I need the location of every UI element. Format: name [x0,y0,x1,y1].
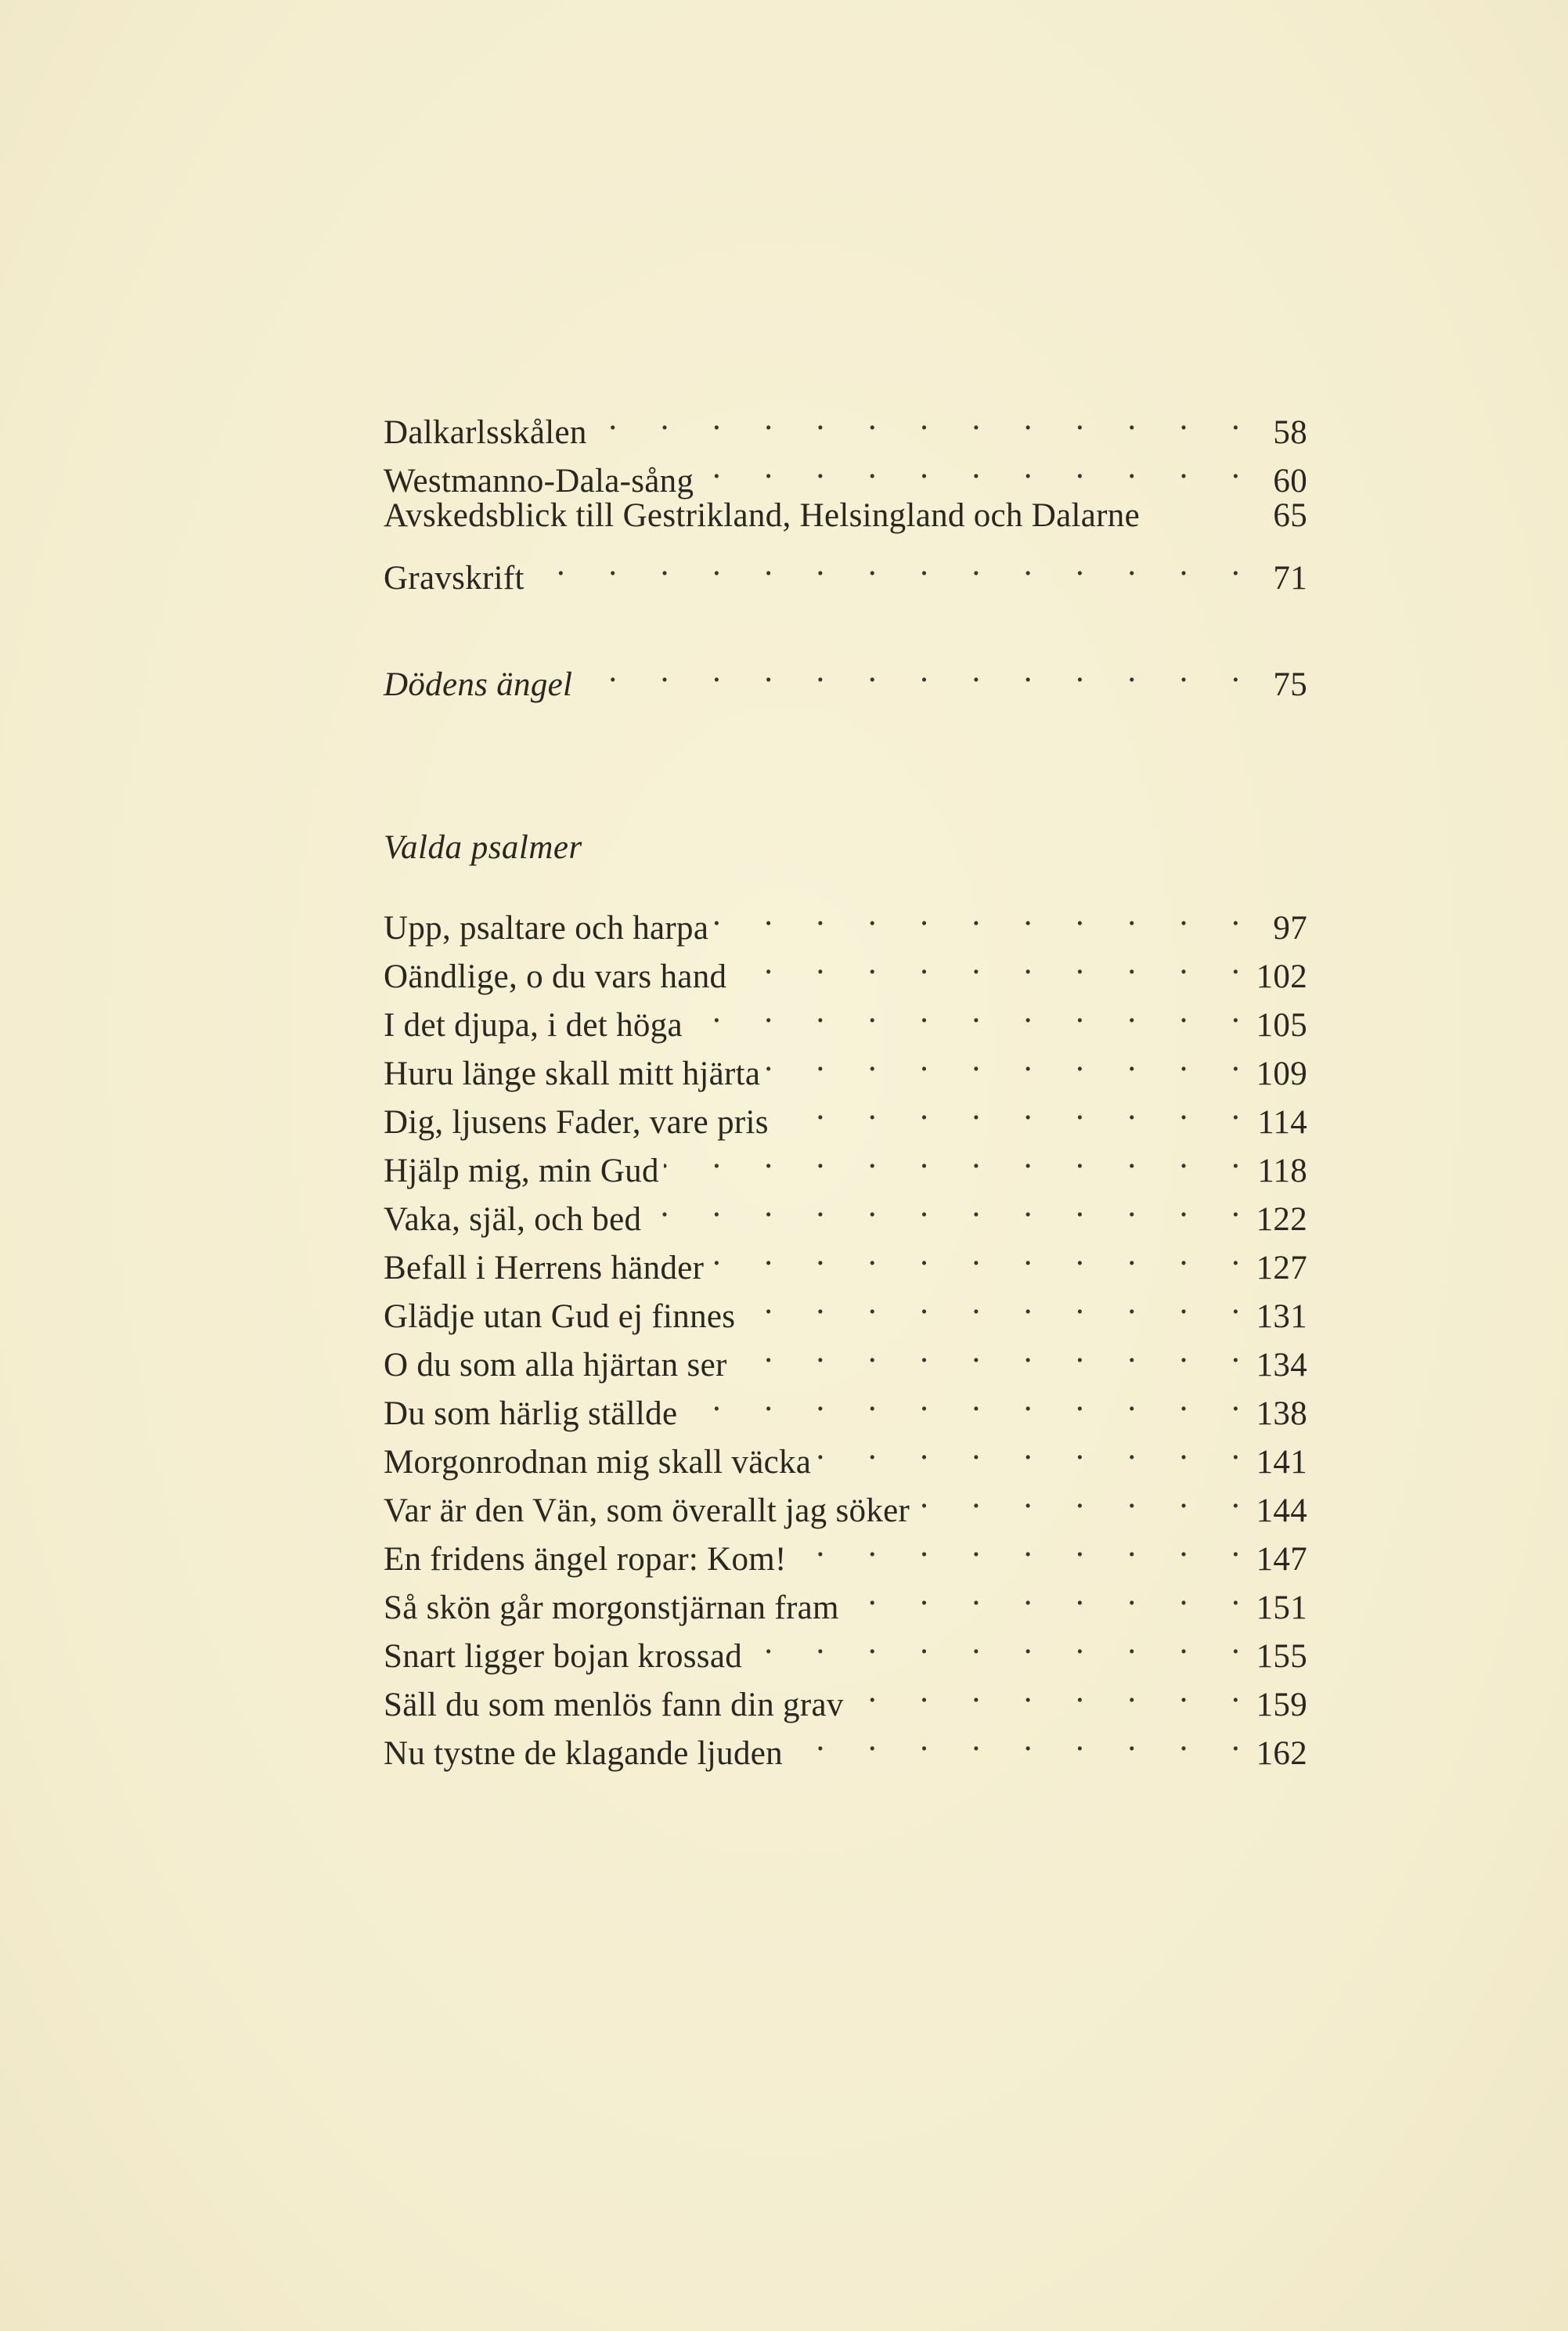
toc-entry-title: Nu tystne de klagande ljuden [384,1735,783,1772]
toc-entry-page: 60 [1273,463,1307,500]
dot-leader [747,1618,1240,1667]
toc-entry-title: Vaka, själ, och bed [384,1201,642,1238]
toc-entry-title: Så skön går morgonstjärnan fram [384,1589,839,1626]
toc-entry-title: Glädje utan Gud ej finnes [384,1298,736,1335]
toc-entry-title: Säll du som menlös fann din grav [384,1687,844,1723]
dot-leader [732,1327,1240,1376]
toc-entry-page: 97 [1273,910,1307,947]
toc-entry-title: Gravskrift [384,560,524,597]
dot-leader [577,647,1240,695]
toc-entry-title: Dödens ängel [384,666,573,703]
toc-entry-page: 109 [1256,1055,1307,1092]
toc-group-1 [384,395,1307,597]
toc-entry-title: Morgonrodnan mig skall väcka [384,1444,812,1481]
toc-entry-page: 58 [1273,414,1307,451]
toc-entry-title: En fridens ängel ropar: Kom! [384,1541,787,1578]
toc-entry-title: I det djupa, i det höga [384,1007,683,1044]
toc-entry [384,890,1307,947]
dot-leader [592,395,1240,443]
toc-entry-title: Befall i Herrens händer [384,1250,705,1286]
toc-entry-page: 65 [1273,497,1307,534]
toc-entry-page: 102 [1256,958,1307,995]
toc-entry-page: 141 [1256,1444,1307,1481]
toc-entry-title: Avskedsblick till Gestrikland, Helsingland och Dalarne [384,497,1140,534]
dot-leader [687,987,1240,1036]
dot-leader [791,1521,1240,1570]
dot-leader [708,1230,1240,1279]
dot-leader [529,540,1240,589]
toc-entry-page: 155 [1256,1638,1307,1675]
toc-entry [384,492,1307,540]
dot-leader [731,939,1240,987]
toc-entry-page: 159 [1256,1687,1307,1723]
toc-entry-title: Dig, ljusens Fader, vare pris [384,1104,769,1141]
dot-leader [682,1376,1240,1424]
toc-entry-page: 122 [1256,1201,1307,1238]
toc-entry-title: Oändlige, o du vars hand [384,958,727,995]
dot-leader [646,1182,1240,1230]
toc-entry-page: 134 [1256,1347,1307,1384]
toc-entry-page: 151 [1256,1589,1307,1626]
toc-entry-page: 118 [1257,1153,1307,1189]
toc-entry-title: O du som alla hjärtan ser [384,1347,727,1384]
toc-entry-page: 75 [1273,666,1307,703]
toc-entry-title: Dalkarlsskålen [384,414,587,451]
dot-leader [740,1279,1240,1327]
toc-entry-title: Westmanno-Dala-sång [384,463,694,500]
toc-entry-title: Hjälp mig, min Gud [384,1153,659,1189]
dot-leader [914,1473,1240,1521]
toc-entry-page: 144 [1256,1492,1307,1529]
toc-group-2 [384,647,1307,703]
toc-entry-title: Upp, psaltare och harpa [384,910,709,947]
toc-entry-title: Huru länge skall mitt hjärta [384,1055,761,1092]
dot-leader [773,1084,1240,1133]
toc-entry [384,395,1307,451]
toc-entry-page: 147 [1256,1541,1307,1578]
dot-leader [788,1716,1240,1764]
toc-group-3 [384,890,1307,1772]
toc-entry-page: 127 [1256,1250,1307,1286]
toc-entry-page: 131 [1256,1298,1307,1335]
dot-leader [698,443,1240,492]
toc-entry-title: Snart ligger bojan krossad [384,1638,743,1675]
toc-entry-title: Du som härlig ställde [384,1395,678,1432]
toc-entry-title: Var är den Vän, som överallt jag söker [384,1492,910,1529]
toc-entry-page: 71 [1273,560,1307,597]
section-heading: Valda psalmer [384,829,582,866]
toc-entry-page: 138 [1256,1395,1307,1432]
dot-leader [664,1133,1240,1182]
toc-entry-page: 105 [1256,1007,1307,1044]
toc-entry-page: 162 [1256,1735,1307,1772]
toc-entry-page: 114 [1257,1104,1307,1141]
dot-leader [713,890,1240,939]
dot-leader [849,1667,1240,1716]
toc-entry [384,540,1307,597]
toc-entry [384,647,1307,703]
dot-leader [816,1424,1240,1473]
dot-leader [844,1570,1240,1618]
dot-leader [765,1036,1240,1084]
